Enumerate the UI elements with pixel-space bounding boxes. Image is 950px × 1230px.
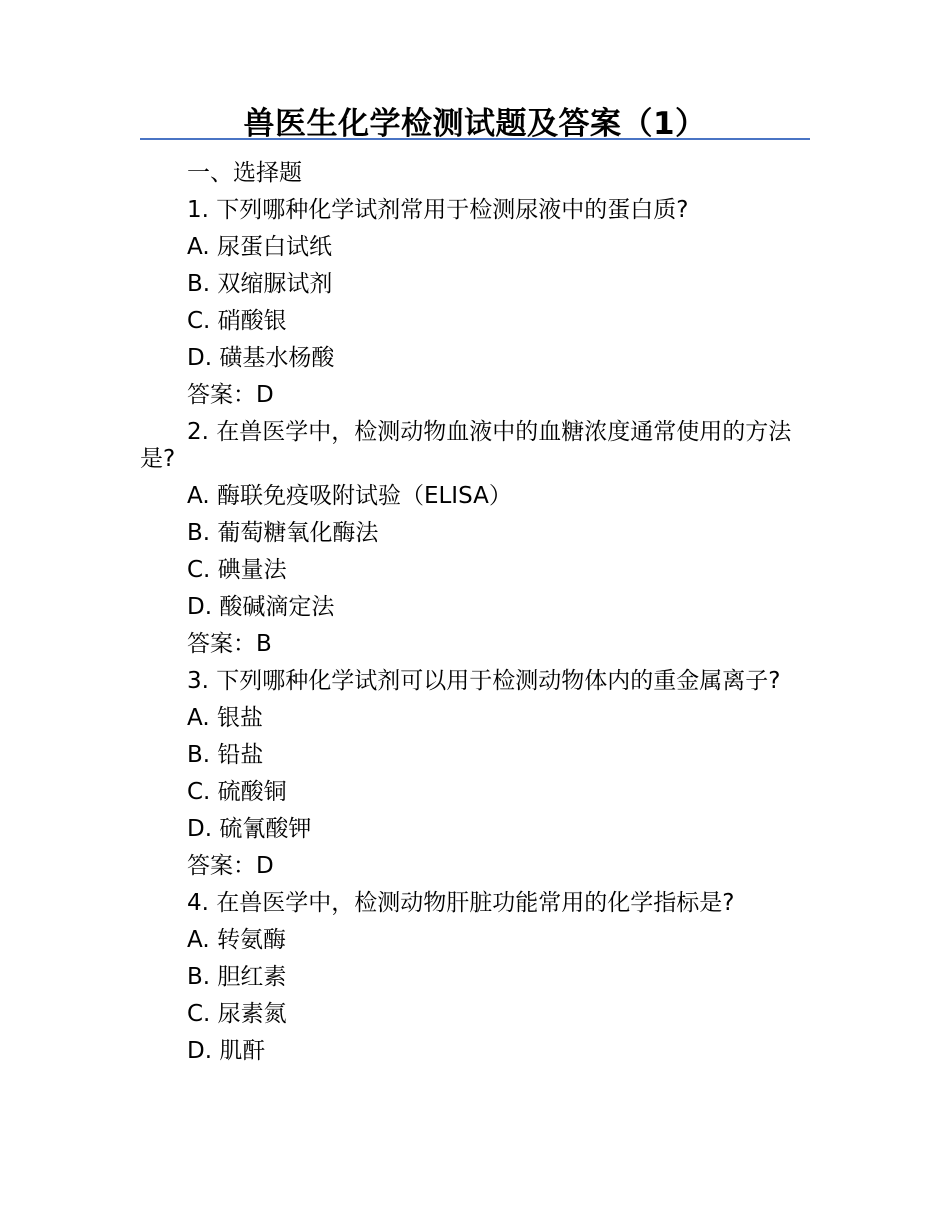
question-1-option-c: C. 硝酸银 bbox=[187, 308, 287, 334]
question-1-answer: 答案：D bbox=[187, 382, 274, 408]
question-2-option-a: A. 酶联免疫吸附试验（ELISA） bbox=[187, 483, 512, 509]
question-3-option-b: B. 铅盐 bbox=[187, 742, 264, 768]
document-body bbox=[140, 155, 810, 1070]
question-2-option-c: C. 碘量法 bbox=[187, 557, 287, 583]
question-3-option-d: D. 硫氰酸钾 bbox=[187, 816, 312, 842]
document-title: 兽医生化学检测试题及答案（1） bbox=[243, 106, 707, 142]
question-2-answer: 答案：B bbox=[187, 631, 272, 657]
question-1-option-b: B. 双缩脲试剂 bbox=[187, 271, 333, 297]
question-3-option-a: A. 银盐 bbox=[187, 705, 263, 731]
question-4-option-a: A. 转氨酶 bbox=[187, 927, 286, 953]
question-4-option-b: B. 胆红素 bbox=[187, 964, 287, 990]
question-3: 3. 下列哪种化学试剂可以用于检测动物体内的重金属离子? bbox=[187, 668, 781, 694]
question-3-answer: 答案：D bbox=[187, 853, 274, 879]
title-underline bbox=[140, 138, 810, 140]
section-heading: 一、选择题 bbox=[187, 160, 302, 186]
question-4-option-d: D. 肌酐 bbox=[187, 1038, 266, 1064]
question-2-option-d: D. 酸碱滴定法 bbox=[187, 594, 335, 620]
question-2-option-b: B. 葡萄糖氧化酶法 bbox=[187, 520, 379, 546]
question-3-option-c: C. 硫酸铜 bbox=[187, 779, 287, 805]
question-1: 1. 下列哪种化学试剂常用于检测尿液中的蛋白质? bbox=[187, 197, 689, 223]
question-4-option-c: C. 尿素氮 bbox=[187, 1001, 287, 1027]
question-2: 2. 在兽医学中，检测动物血液中的血糖浓度通常使用的方法是? bbox=[140, 419, 792, 472]
question-1-option-a: A. 尿蛋白试纸 bbox=[187, 234, 332, 260]
question-1-option-d: D. 磺基水杨酸 bbox=[187, 345, 335, 371]
question-4: 4. 在兽医学中，检测动物肝脏功能常用的化学指标是? bbox=[187, 890, 735, 916]
